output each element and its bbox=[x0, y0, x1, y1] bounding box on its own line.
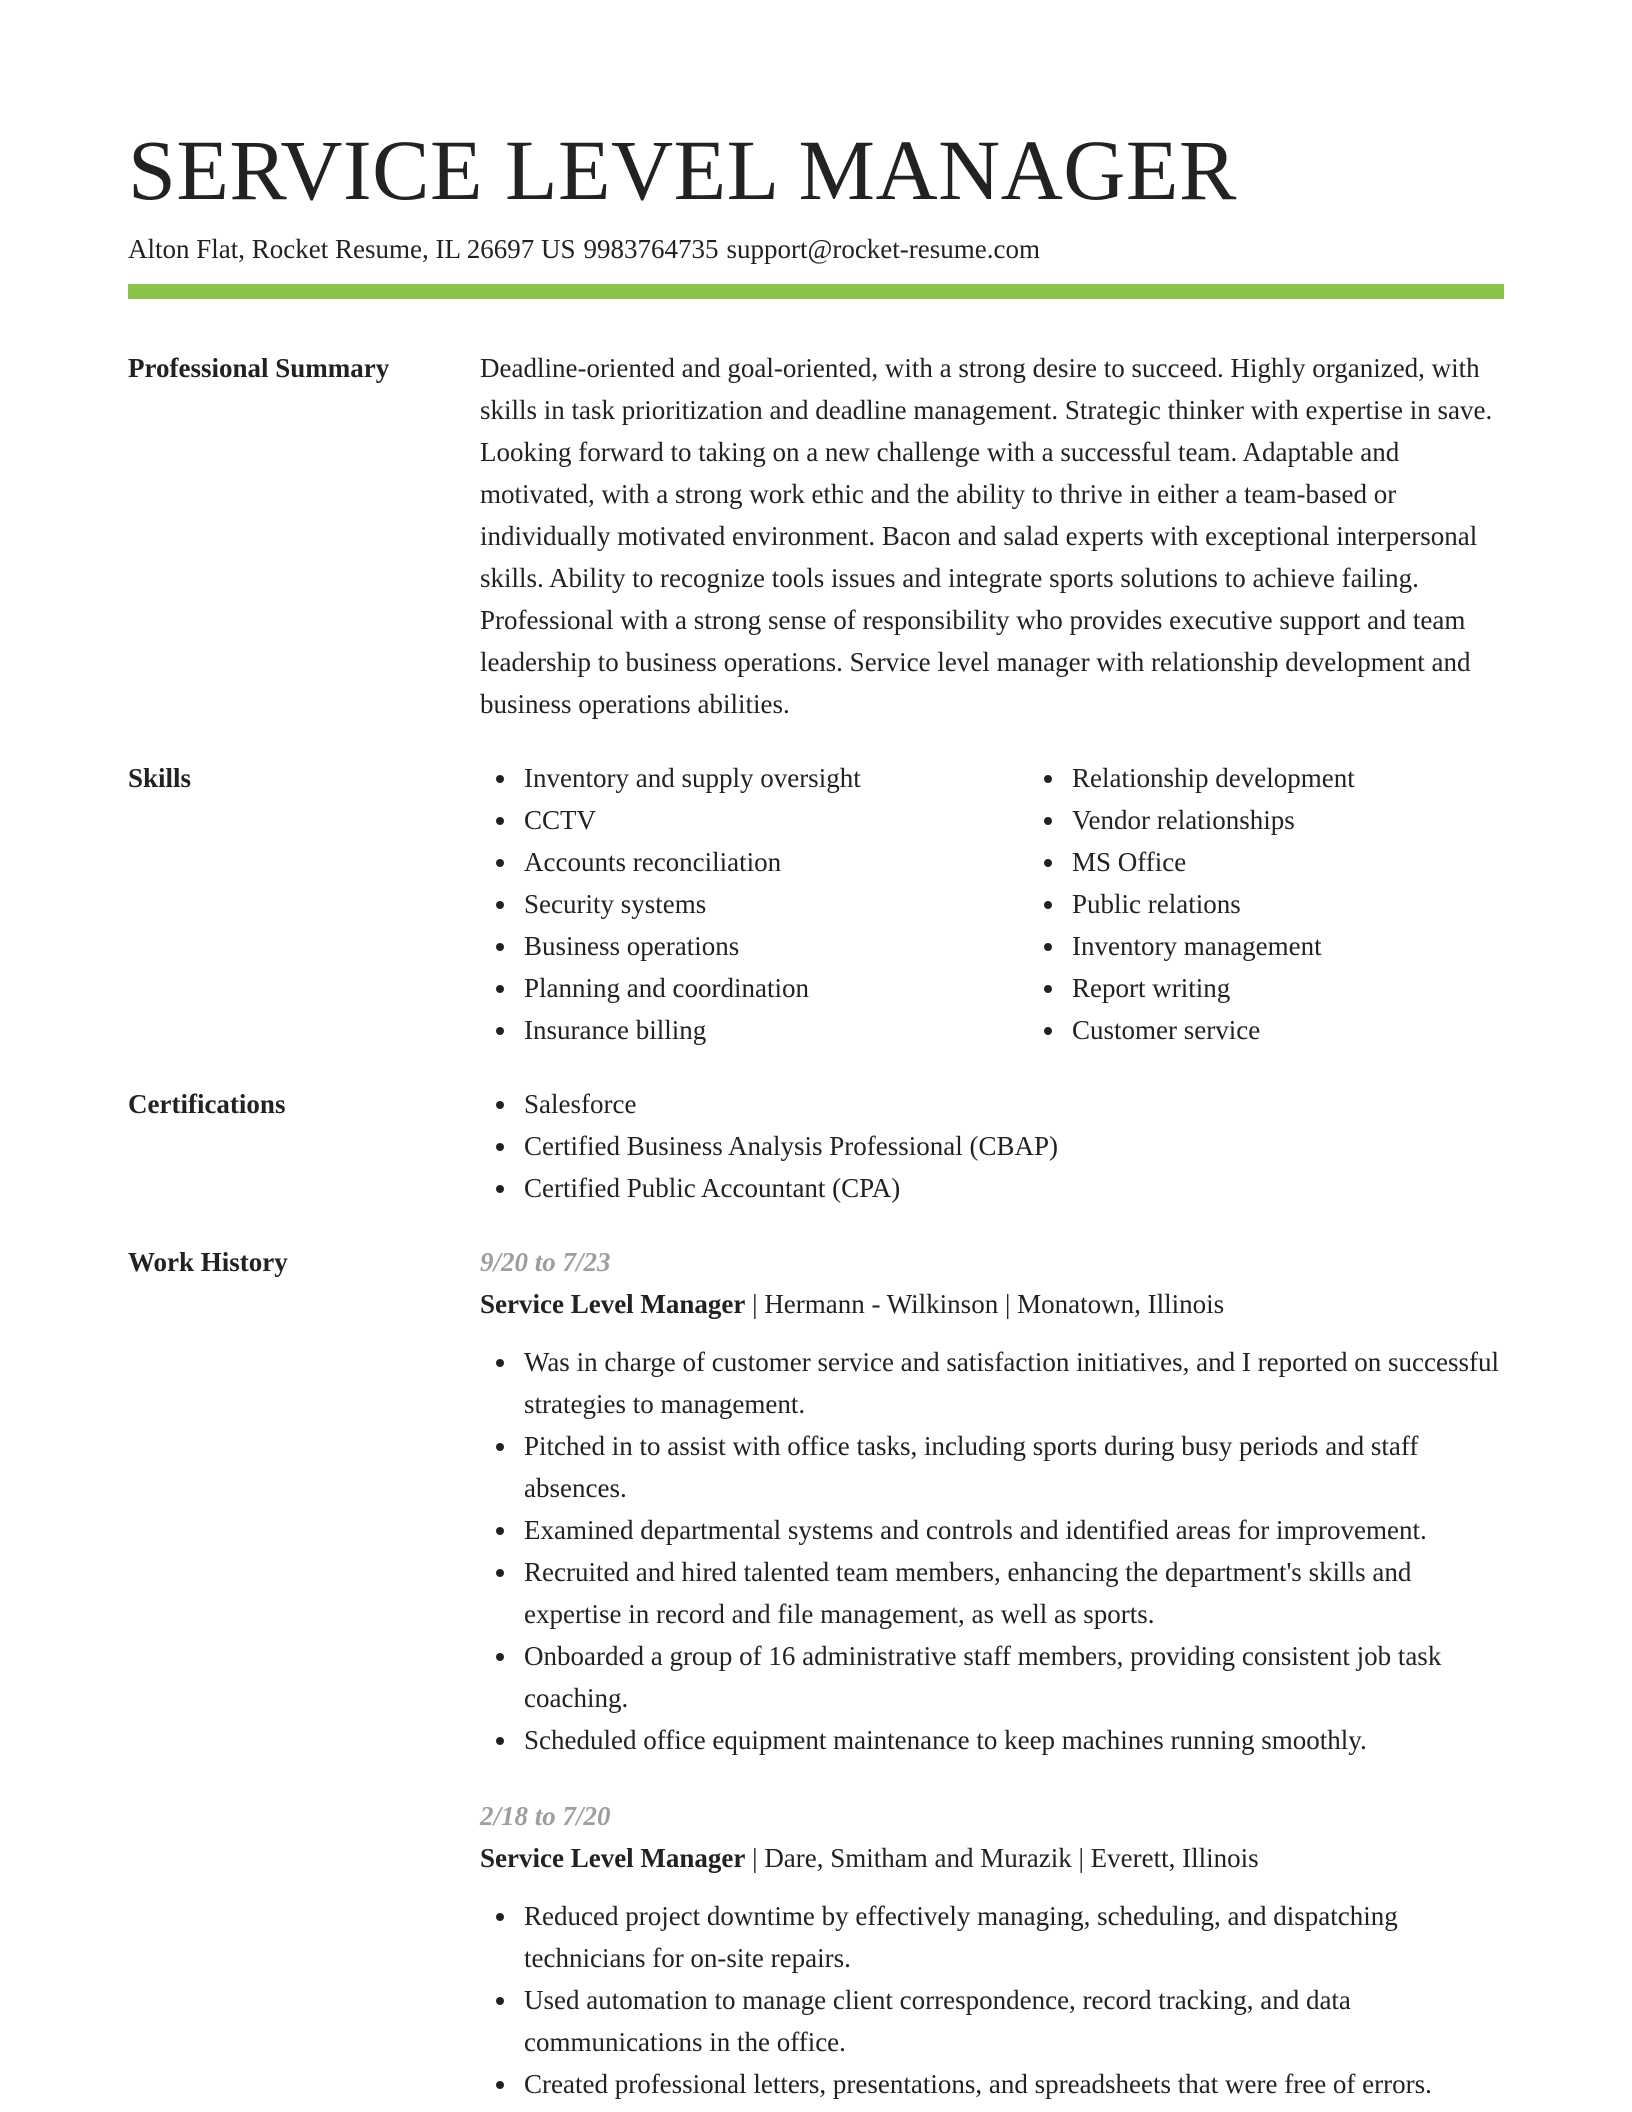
skill-item: Accounts reconciliation bbox=[524, 841, 1028, 883]
job-company: Dare, Smitham and Murazik bbox=[764, 1843, 1072, 1873]
job-heading-line bbox=[480, 1837, 1504, 1879]
skill-item: Security systems bbox=[524, 883, 1028, 925]
skill-item: Customer service bbox=[1072, 1009, 1576, 1051]
contact-phone: 9983764735 bbox=[583, 234, 719, 264]
job-title: Service Level Manager bbox=[480, 1289, 746, 1319]
certification-item: Salesforce bbox=[524, 1083, 1504, 1125]
job-duty-item: Used automation to manage client correspondence, record tracking, and data communications in the office. bbox=[524, 1979, 1504, 2063]
skill-item: Vendor relationships bbox=[1072, 799, 1576, 841]
skills-list-right bbox=[1028, 757, 1576, 1051]
summary-text: Deadline-oriented and goal-oriented, with a strong desire to succeed. Highly organized, with skills in task prioritization and deadline management. Strategic thinker with expertise in save. Looking forward to taking on a new challenge with a successful team. Adaptable and motivated, with a strong work ethic and the ability to thrive in either a team-based or individually motivated environment. Bacon and salad experts with exceptional interpersonal skills. Ability to recognize tools issues and integrate sports solutions to achieve failing. Professional with a strong sense of responsibility who provides executive support and team leadership to business operations. Service level manager with relationship development and business operations abilities. bbox=[480, 353, 1493, 719]
skill-item: Insurance billing bbox=[524, 1009, 1028, 1051]
job-duty-item: Recruited and hired talented team members, enhancing the department's skills and expertise in record and file management, as well as sports. bbox=[524, 1551, 1504, 1635]
certifications-section-title: Certifications bbox=[128, 1089, 286, 1119]
job-separator: | bbox=[1078, 1843, 1084, 1873]
skill-item: Public relations bbox=[1072, 883, 1576, 925]
skill-item: Report writing bbox=[1072, 967, 1576, 1009]
skill-item: Business operations bbox=[524, 925, 1028, 967]
accent-divider bbox=[128, 284, 1504, 299]
skill-item: Inventory management bbox=[1072, 925, 1576, 967]
job-duty-item: Pitched in to assist with office tasks, including sports during busy periods and staff absences. bbox=[524, 1425, 1504, 1509]
skills-section-title: Skills bbox=[128, 763, 192, 793]
job-location: Monatown, Illinois bbox=[1017, 1289, 1225, 1319]
job-duties-list bbox=[480, 1895, 1504, 2105]
job-dates: 9/20 to 7/23 bbox=[480, 1247, 611, 1277]
job-dates: 2/18 to 7/20 bbox=[480, 1801, 611, 1831]
contact-email: support@rocket-resume.com bbox=[726, 234, 1040, 264]
skills-list-left bbox=[480, 757, 1028, 1051]
certifications-list bbox=[480, 1083, 1504, 1209]
job-duty-item: Onboarded a group of 16 administrative staff members, providing consistent job task coaching. bbox=[524, 1635, 1504, 1719]
skill-item: MS Office bbox=[1072, 841, 1576, 883]
certifications-section-body bbox=[480, 1083, 1504, 1209]
job-separator: | bbox=[1004, 1289, 1011, 1319]
job-separator: | bbox=[752, 1289, 758, 1319]
skills-section bbox=[128, 757, 1504, 1051]
contact-address: Alton Flat, Rocket Resume, IL 26697 US bbox=[128, 234, 576, 264]
job-duty-item: Created professional letters, presentations, and spreadsheets that were free of errors. bbox=[524, 2063, 1504, 2105]
job-company: Hermann - Wilkinson bbox=[764, 1289, 999, 1319]
skill-item: CCTV bbox=[524, 799, 1028, 841]
contact-line bbox=[128, 231, 1504, 267]
certifications-section bbox=[128, 1083, 1504, 1209]
summary-section-title: Professional Summary bbox=[128, 353, 390, 383]
summary-section bbox=[128, 347, 1504, 725]
job-location: Everett, Illinois bbox=[1090, 1843, 1259, 1873]
resume-page bbox=[128, 120, 1504, 2105]
job-duties-list bbox=[480, 1341, 1504, 1761]
work-history-section bbox=[128, 1241, 1504, 2105]
skill-item: Inventory and supply oversight bbox=[524, 757, 1028, 799]
skill-item: Planning and coordination bbox=[524, 967, 1028, 1009]
job-duty-item: Examined departmental systems and controls and identified areas for improvement. bbox=[524, 1509, 1504, 1551]
work-history-section-title: Work History bbox=[128, 1247, 288, 1277]
skills-grid bbox=[480, 757, 1576, 1051]
work-history-section-body bbox=[480, 1241, 1504, 2105]
job-duty-item: Reduced project downtime by effectively managing, scheduling, and dispatching technicians for on-site repairs. bbox=[524, 1895, 1504, 1979]
skill-item: Relationship development bbox=[1072, 757, 1576, 799]
job-duty-item: Was in charge of customer service and satisfaction initiatives, and I reported on successful strategies to management. bbox=[524, 1341, 1504, 1425]
certification-item: Certified Business Analysis Professional (CBAP) bbox=[524, 1125, 1504, 1167]
resume-name-heading: SERVICE LEVEL MANAGER bbox=[128, 122, 1237, 218]
summary-section-body bbox=[480, 347, 1504, 725]
job-heading-line bbox=[480, 1283, 1504, 1325]
job-entry bbox=[480, 1795, 1504, 2105]
job-entry bbox=[480, 1241, 1504, 1761]
job-separator: | bbox=[752, 1843, 758, 1873]
job-duty-item: Scheduled office equipment maintenance to keep machines running smoothly. bbox=[524, 1719, 1504, 1761]
certification-item: Certified Public Accountant (CPA) bbox=[524, 1167, 1504, 1209]
job-title: Service Level Manager bbox=[480, 1843, 746, 1873]
